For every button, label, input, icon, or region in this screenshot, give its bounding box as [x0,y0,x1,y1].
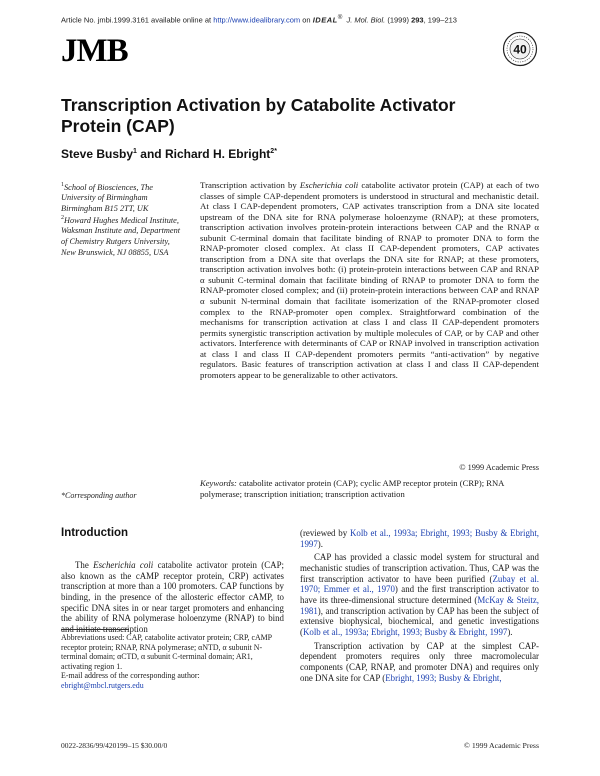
footer-copyright: © 1999 Academic Press [464,741,539,750]
abstract-body: catabolite activator protein (CAP) at each of two classes of simple CAP-dependent promoters is understood in structural and mechanistic detail. At class I CAP-dependent promoters, CAP activates transcription from a DNA site located upstream of the DNA site for RNA polymerase holoenzyme (RNAP); at these promoters, transcription activation involves protein-protein interactions between CAP and the RNAP α subunit C-terminal domain that facilitate binding of RNAP to promoter DNA to form the RNAP-promoter closed complex. At class II CAP-dependent promoters, CAP activates transcription from a DNA site that overlaps the DNA site for RNAP; at these promoters, transcription activation involves both: (i) protein-protein interactions between CAP and RNAP α subunit C-terminal domain that facilitate binding of RNAP to promoter DNA to form the RNAP-promoter closed complex; and (ii) protein-protein interactions between CAP and RNAP α subunit N-terminal domain that facilitate isomerization of the RNAP-promoter closed complex to the RNAP-promoter open complex. Straightforward combination of the mechanisms for transcription activation at class I and class II CAP-dependent promoters permits synergistic transcription activation by multiple molecules of CAP, or by CAP and other activators. Interference with determinants of CAP or RNAP involved in transcription activation at class I and class II CAP-dependent promoters permits “anti-activation” by negative regulators. Basic features of transcription activation at class I and class II CAP-dependent promoters appear to be generalizable to other activators. [200,180,539,380]
author-affiliation-mark: 1 [133,148,137,155]
footnote [61,633,284,691]
publisher-link[interactable]: http://www.idealibrary.com [213,15,301,25]
footer-code: 0022-2836/99/420199–15 $30.00/0 [61,741,168,750]
text-run: Transcription activation by CAP at the simplest CAP-dependent promoters requires only three macromolecular components (CAP, RNAP, and promoter DNA) and requires only one DNA site for CAP ( [300,640,539,683]
affiliation-2 [61,213,186,258]
text-run: ), and transcription activation by CAP has been the subject of extensive biophysical, biochemical, and genetic investigations ( [300,605,539,637]
paragraph [300,641,539,684]
abbreviations-note: Abbreviations used: CAP, catabolite activator protein; CRP, cAMP receptor protein; RNAP, RNA polymerase; αNTD, α subunit N-terminal domain; αCTD, α subunit C-terminal domain; AR1, activating region 1. [61,633,272,671]
text-run: CAP has provided a classic model system for structural and mechanistic studies of transcription activation. Thus, CAP was the first transcription activator to have been purified ( [300,552,539,584]
ideal-mark: ® [337,14,343,21]
author-affiliation-mark: 2* [270,148,277,155]
abstract-organism: Escherichia coli [299,180,359,190]
author-conjunction: and [136,147,165,161]
section-heading: Introduction [61,527,129,539]
citation-link[interactable]: Zubay et al. 1970; Emmer et al., 1970 [300,573,539,595]
paragraph [300,552,539,637]
author-name: Steve Busby [61,147,134,161]
email-link[interactable]: ebright@mbcl.rutgers.edu [61,680,144,690]
paragraph [61,560,284,635]
journal-logo: JMB [61,33,128,69]
keywords-list: catabolite activator protein (CAP); cyclic AMP receptor protein (CRP); RNA polymerase; transcription initiation; transcription activation [200,478,504,499]
abstract-copyright: © 1999 Academic Press [459,463,539,472]
text-run: The [75,560,94,570]
body-column-right [300,528,539,683]
on-text: on [300,15,313,25]
badge-number: 40 [513,42,527,57]
abstract [200,180,539,380]
text-run: ) and the first transcription activator to have its three-dimensional structure determined ( [300,584,539,605]
text-run: (reviewed by [300,528,350,538]
anniversary-seal-icon [502,31,538,67]
ideal-brand: IDEAL [312,15,338,25]
corresponding-author-note: *Corresponding author [61,491,137,500]
affiliation-mark: 1 [61,182,64,188]
citation-link[interactable]: Kolb et al., 1993a; Ebright, 1993; Busby & Ebright, 1997 [300,528,540,549]
keywords [200,478,539,500]
affiliation-mark: 2 [61,215,64,221]
article-id-text: Article No. jmbi.1999.3161 available online at [61,15,214,25]
author-line [61,147,277,161]
affiliation-1 [61,180,186,215]
text-run: ). [317,538,323,549]
citation-link[interactable]: McKay & Steitz, 1981 [300,594,539,616]
email-label: E-mail address of the corresponding author: [61,671,200,681]
footnote-rule [61,629,129,630]
journal-volume: 293 [411,15,424,25]
keywords-label: Keywords: [200,478,237,488]
article-title: Transcription Activation by Catabolite Activator Protein (CAP) [61,95,456,136]
body-column-left [61,560,284,635]
organism-name: Escherichia coli [93,560,154,570]
text-run: ). [507,626,513,637]
citation-link[interactable]: Kolb et al., 1993a; Ebright, 1993; Busby & Ebright, 1997 [302,626,508,637]
affiliation-text: School of Biosciences, The University of Birmingham Birmingham B15 2TT, UK [61,182,153,213]
author-name: Richard H. Ebright [164,147,271,161]
journal-pages: , 199–213 [423,15,457,25]
journal-year: (1999) [385,15,412,25]
citation-link[interactable]: Ebright, 1993; Busby & Ebright, [385,672,502,683]
paragraph [300,528,539,549]
abstract-lead: Transcription activation by [200,180,300,190]
affiliation-text: Howard Hughes Medical Institute, Waksman Institute and, Department of Chemistry Rutgers University, New Brunswick, NJ 08855, USA [61,215,181,257]
running-header [61,14,541,25]
text-run: catabolite activator protein (CAP; also known as the cAMP receptor protein, CRP) activates transcription at more than a 100 promoters. CAP functions by binding, in the presence of the allosteric effector cAMP, to specific DNA sites in or near target promoters and enhancing the ability of RNA polymerase holoenzyme (RNAP) to bind and initiate transcription [61,560,284,634]
journal-name: J. Mol. Biol. [346,15,386,25]
